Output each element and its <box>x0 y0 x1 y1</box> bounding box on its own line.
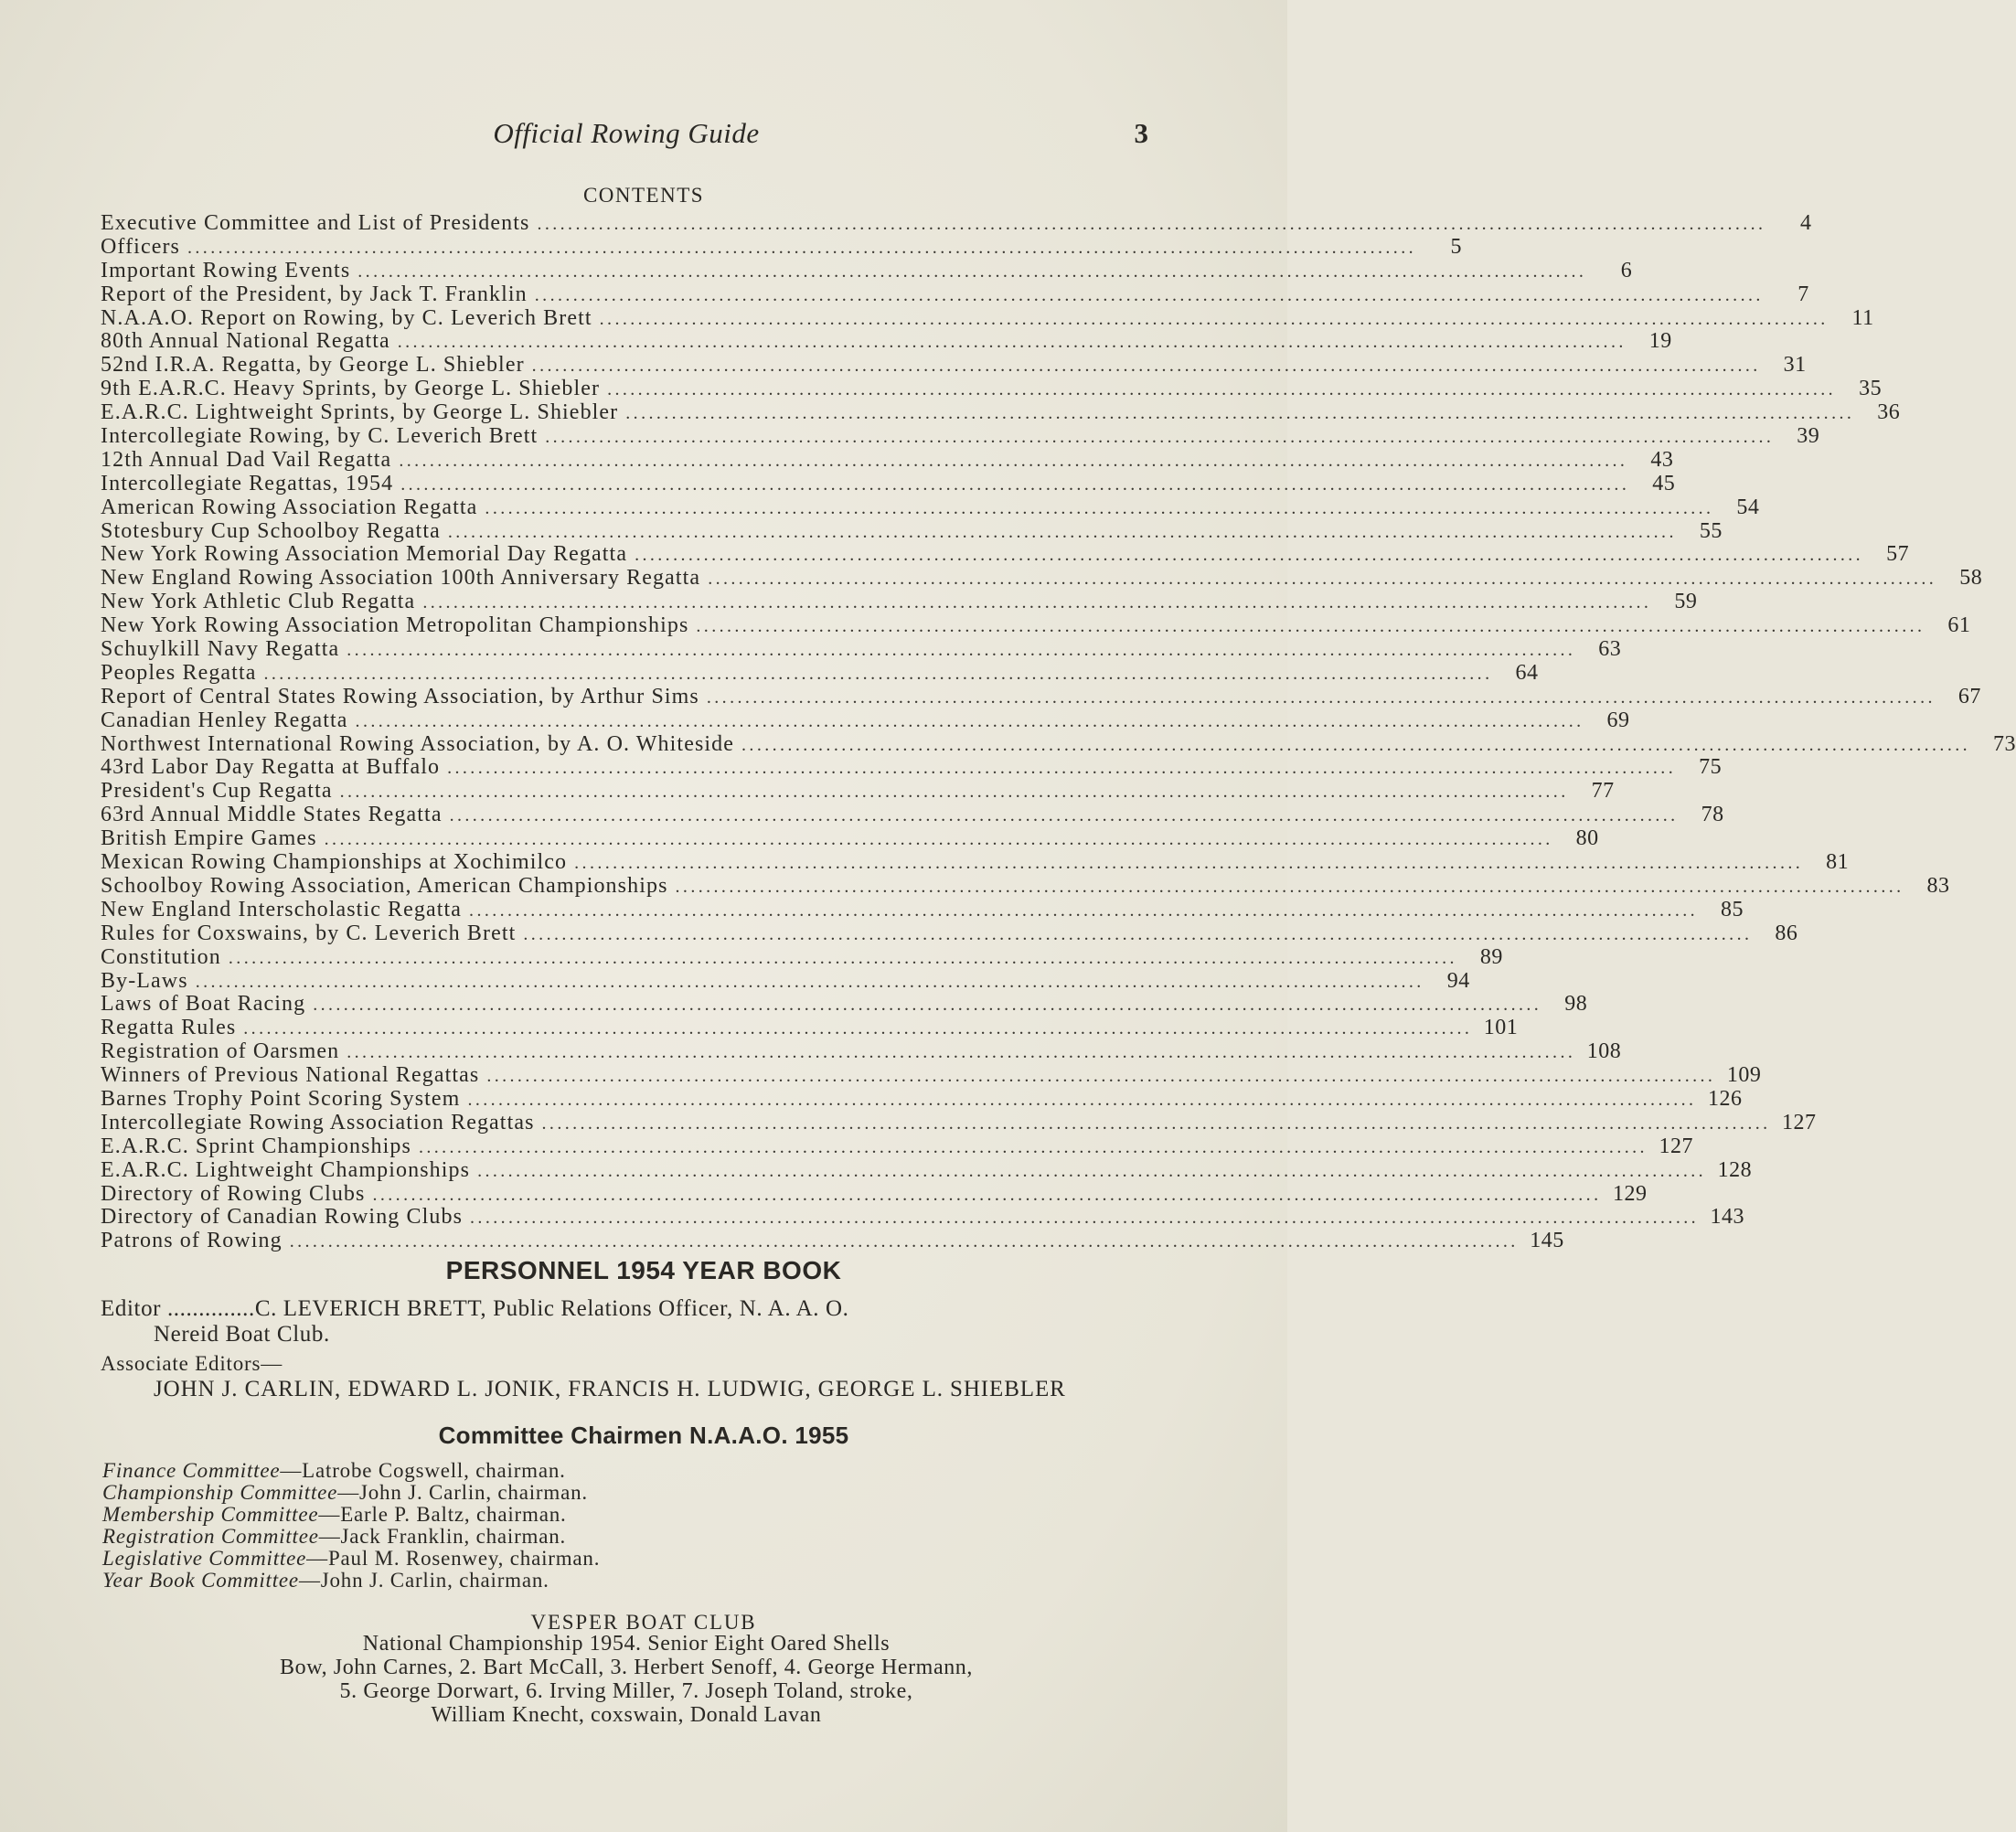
toc-entry-page: 89 <box>1479 944 1503 969</box>
toc-entry <box>101 424 1820 449</box>
toc-leader-dots: ................................................................................................................................................................ <box>447 758 1677 779</box>
toc-entry-title: Report of the President, by Jack T. Franklin <box>101 282 528 306</box>
toc-entry <box>101 1181 1648 1207</box>
toc-entry-title: President's Cup Regatta <box>101 779 333 804</box>
toc-entry-title: Intercollegiate Regattas, 1954 <box>101 471 394 495</box>
toc-leader-dots: ................................................................................................................................................................ <box>449 805 1679 826</box>
toc-entry-page: 43 <box>1650 447 1674 472</box>
toc-leader-dots: ................................................................................................................................................................ <box>187 237 1416 258</box>
toc-entry-page: 59 <box>1674 590 1698 614</box>
toc-entry-title: Schuylkill Navy Regatta <box>101 637 340 662</box>
toc-entry-title: Canadian Henley Regatta <box>101 708 348 732</box>
toc-leader-dots: ................................................................................................................................................................ <box>400 474 1630 495</box>
toc-entry-page: 83 <box>1926 873 1950 898</box>
toc-entry-title: 63rd Annual Middle States Regatta <box>101 803 443 827</box>
toc-leader-dots: ................................................................................................................................................................ <box>263 663 1493 684</box>
toc-leader-dots: ................................................................................................................................................................ <box>469 900 1699 921</box>
toc-entry <box>101 731 2016 757</box>
header-title: Official Rowing Guide <box>493 117 760 149</box>
toc-leader-dots: ................................................................................................................................................................ <box>537 214 1766 234</box>
toc-entry <box>101 897 1744 922</box>
toc-entry <box>101 1229 1564 1253</box>
committee-chairman: —Latrobe Cogswell, chairman. <box>280 1459 566 1482</box>
committee-entry <box>102 1570 1154 1592</box>
toc-leader-dots: ................................................................................................................................................................ <box>418 1136 1648 1157</box>
club-crew-line: William Knecht, coxswain, Donald Lavan <box>431 1703 822 1727</box>
table-of-contents <box>101 211 2016 1253</box>
toc-entry <box>101 944 1503 970</box>
toc-entry <box>101 968 1470 994</box>
toc-entry-title: 12th Annual Dad Vail Regatta <box>101 447 392 472</box>
toc-leader-dots: ................................................................................................................................................................ <box>397 332 1627 353</box>
toc-entry-title: Peoples Regatta <box>101 660 257 685</box>
committee-entry <box>102 1504 1154 1526</box>
toc-entry-page: 80 <box>1575 826 1599 851</box>
toc-entry <box>101 992 1588 1017</box>
toc-entry <box>101 447 1674 473</box>
toc-entry-page: 126 <box>1707 1086 1743 1111</box>
toc-entry <box>101 258 1633 283</box>
toc-leader-dots: ................................................................................................................................................................ <box>470 1208 1700 1229</box>
toc-entry <box>101 1063 1762 1088</box>
toc-leader-dots: ................................................................................................................................................................ <box>541 1113 1771 1134</box>
toc-entry <box>101 1110 1817 1135</box>
club-crew-line: 5. George Dorwart, 6. Irving Miller, 7. Joseph Toland, stroke, <box>339 1679 913 1703</box>
committee-entry <box>102 1526 1154 1548</box>
toc-entry-page: 4 <box>1799 211 1812 235</box>
toc-entry-page: 75 <box>1699 755 1723 780</box>
toc-entry-title: Executive Committee and List of Presidents <box>101 211 530 235</box>
toc-entry-title: Northwest International Rowing Association, by A. O. Whiteside <box>101 731 735 756</box>
toc-leader-dots: ................................................................................................................................................................ <box>324 829 1553 850</box>
toc-entry <box>101 211 1812 236</box>
committee-name: Year Book Committee <box>102 1569 299 1592</box>
toc-entry-page: 77 <box>1591 779 1615 804</box>
associate-editors-label: Associate Editors— <box>101 1352 283 1375</box>
toc-leader-dots: ................................................................................................................................................................ <box>347 640 1576 661</box>
toc-entry-title: E.A.R.C. Sprint Championships <box>101 1134 411 1158</box>
toc-leader-dots: ................................................................................................................................................................ <box>485 497 1714 518</box>
committee-entry <box>102 1482 1154 1504</box>
club-crew-line: National Championship 1954. Senior Eight Oared Shells <box>362 1632 891 1656</box>
toc-leader-dots: ................................................................................................................................................................ <box>477 1160 1707 1181</box>
toc-entry-page: 69 <box>1606 708 1630 732</box>
toc-entry-page: 86 <box>1775 921 1798 945</box>
editor-line: Editor ..............C. LEVERICH BRETT, Public Relations Officer, N. A. A. O. <box>101 1296 849 1321</box>
toc-entry-title: Intercollegiate Rowing Association Regattas <box>101 1110 535 1134</box>
contents-heading: CONTENTS <box>582 184 705 207</box>
toc-leader-dots: ................................................................................................................................................................ <box>289 1231 1519 1252</box>
toc-entry <box>101 1157 1753 1183</box>
toc-leader-dots: ................................................................................................................................................................ <box>422 592 1652 613</box>
toc-entry-page: 85 <box>1721 897 1744 921</box>
toc-leader-dots: ................................................................................................................................................................ <box>243 1018 1473 1039</box>
toc-entry-title: New York Rowing Association Metropolitan Championships <box>101 613 689 638</box>
toc-entry-page: 6 <box>1620 258 1633 282</box>
toc-entry <box>101 921 1798 946</box>
club-crew-list <box>101 1632 1152 1727</box>
toc-entry <box>101 518 1723 544</box>
toc-leader-dots: ................................................................................................................................................................ <box>228 947 1457 968</box>
toc-entry-title: Constitution <box>101 944 221 969</box>
toc-entry-title: Barnes Trophy Point Scoring System <box>101 1086 461 1111</box>
toc-leader-dots: ................................................................................................................................................................ <box>447 521 1677 542</box>
toc-entry-title: Winners of Previous National Regattas <box>101 1063 480 1088</box>
toc-entry-page: 31 <box>1783 353 1807 378</box>
toc-entry-title: Report of Central States Rowing Association, by Arthur Sims <box>101 684 699 708</box>
toc-entry-title: New York Rowing Association Memorial Day Regatta <box>101 542 628 567</box>
toc-entry <box>101 329 1672 354</box>
toc-entry-page: 78 <box>1701 803 1724 827</box>
toc-entry-page: 19 <box>1648 329 1672 354</box>
toc-entry <box>101 234 1462 260</box>
toc-entry <box>101 613 1971 638</box>
toc-entry-title: 52nd I.R.A. Regatta, by George L. Shiebler <box>101 353 525 378</box>
personnel-heading: PERSONNEL 1954 YEAR BOOK <box>445 1256 842 1284</box>
toc-leader-dots: ................................................................................................................................................................ <box>741 734 1971 755</box>
toc-entry <box>101 305 1874 331</box>
committee-name: Registration Committee <box>102 1525 319 1548</box>
toc-entry-page: 145 <box>1530 1229 1564 1253</box>
toc-entry-page: 128 <box>1717 1157 1753 1182</box>
toc-leader-dots: ................................................................................................................................................................ <box>675 876 1904 897</box>
toc-entry-page: 127 <box>1659 1134 1693 1158</box>
toc-entry-title: 43rd Labor Day Regatta at Buffalo <box>101 755 441 780</box>
toc-entry <box>101 1039 1622 1064</box>
toc-entry <box>101 826 1599 851</box>
editor-affiliation <box>101 1322 1152 1347</box>
toc-entry <box>101 400 1901 425</box>
toc-entry-page: 94 <box>1446 968 1470 993</box>
toc-entry-title: Laws of Boat Racing <box>101 992 306 1017</box>
toc-leader-dots: ................................................................................................................................................................ <box>599 308 1829 329</box>
committee-heading: Committee Chairmen N.A.A.O. 1955 <box>438 1422 849 1449</box>
toc-leader-dots: ................................................................................................................................................................ <box>706 687 1936 708</box>
toc-leader-dots: ................................................................................................................................................................ <box>486 1066 1716 1087</box>
toc-entry-page: 143 <box>1710 1205 1745 1230</box>
committee-entry <box>102 1548 1154 1570</box>
committee-chairman: —John J. Carlin, chairman. <box>337 1481 588 1504</box>
associate-editors-block <box>101 1351 1152 1401</box>
toc-entry-title: Mexican Rowing Championships at Xochimilco <box>101 850 568 875</box>
toc-entry-page: 108 <box>1586 1039 1622 1064</box>
toc-entry-title: N.A.A.O. Report on Rowing, by C. Leverich Brett <box>101 305 592 330</box>
toc-entry-page: 98 <box>1564 992 1588 1017</box>
toc-entry-page: 35 <box>1859 377 1883 401</box>
toc-entry-page: 67 <box>1957 684 1981 708</box>
toc-leader-dots: ................................................................................................................................................................ <box>355 710 1584 731</box>
toc-leader-dots: ................................................................................................................................................................ <box>625 403 1855 424</box>
toc-entry-title: Schoolboy Rowing Association, American Championships <box>101 873 668 898</box>
toc-entry <box>101 471 1676 496</box>
toc-entry-title: New England Rowing Association 100th Anniversary Regatta <box>101 566 701 591</box>
toc-entry <box>101 873 1950 899</box>
toc-entry-title: E.A.R.C. Lightweight Sprints, by George L. Shiebler <box>101 400 619 425</box>
toc-leader-dots: ................................................................................................................................................................ <box>708 569 1937 590</box>
toc-leader-dots: ................................................................................................................................................................ <box>347 1042 1576 1063</box>
toc-entry <box>101 1134 1693 1159</box>
editor-affiliation-text: Nereid Boat Club. <box>154 1322 330 1347</box>
toc-entry <box>101 566 1983 591</box>
toc-entry-page: 73 <box>1993 731 2016 756</box>
toc-entry-title: American Rowing Association Regatta <box>101 495 478 519</box>
toc-entry <box>101 1016 1519 1040</box>
toc-leader-dots: ................................................................................................................................................................ <box>399 450 1628 471</box>
toc-entry-page: 57 <box>1886 542 1910 567</box>
toc-leader-dots: ................................................................................................................................................................ <box>195 971 1424 992</box>
toc-leader-dots: ................................................................................................................................................................ <box>372 1184 1602 1205</box>
committee-entry <box>102 1460 1154 1482</box>
toc-entry-page: 129 <box>1612 1181 1648 1206</box>
toc-entry-page: 63 <box>1598 637 1622 662</box>
toc-entry-page: 7 <box>1797 282 1809 306</box>
toc-leader-dots: ................................................................................................................................................................ <box>607 379 1837 400</box>
toc-entry-page: 5 <box>1450 234 1462 259</box>
toc-entry-title: Officers <box>101 234 180 259</box>
toc-entry-title: By-Laws <box>101 968 188 993</box>
committee-chairman: —Jack Franklin, chairman. <box>318 1525 567 1548</box>
toc-entry-page: 64 <box>1515 660 1539 685</box>
toc-entry-page: 109 <box>1726 1063 1762 1088</box>
committee-list <box>102 1460 1154 1592</box>
toc-entry <box>101 1086 1743 1112</box>
toc-entry-title: E.A.R.C. Lightweight Championships <box>101 1157 471 1182</box>
toc-leader-dots: ................................................................................................................................................................ <box>531 356 1761 377</box>
toc-entry <box>101 708 1630 733</box>
toc-leader-dots: ................................................................................................................................................................ <box>339 782 1569 803</box>
toc-entry-title: New England Interscholastic Regatta <box>101 897 463 921</box>
toc-entry <box>101 1205 1745 1230</box>
toc-entry <box>101 282 1809 307</box>
page-number: 3 <box>1134 117 1148 149</box>
toc-entry-title: British Empire Games <box>101 826 317 851</box>
toc-entry <box>101 850 1850 875</box>
toc-entry <box>101 660 1539 686</box>
committee-name: Championship Committee <box>102 1481 338 1504</box>
toc-entry-page: 39 <box>1797 424 1820 449</box>
toc-entry-page: 61 <box>1947 613 1971 638</box>
toc-leader-dots: ................................................................................................................................................................ <box>696 616 1925 637</box>
committee-name: Membership Committee <box>102 1503 319 1526</box>
toc-entry-page: 11 <box>1851 305 1874 330</box>
committee-name: Finance Committee <box>102 1459 281 1482</box>
toc-entry <box>101 590 1698 614</box>
associate-editors-names: JOHN J. CARLIN, EDWARD L. JONIK, FRANCIS H. LUDWIG, GEORGE L. SHIEBLER <box>154 1377 1066 1401</box>
toc-entry <box>101 637 1622 662</box>
toc-entry-title: Regatta Rules <box>101 1016 237 1040</box>
toc-entry-page: 81 <box>1826 850 1850 875</box>
toc-entry-title: Registration of Oarsmen <box>101 1039 340 1064</box>
toc-leader-dots: ................................................................................................................................................................ <box>545 427 1775 448</box>
toc-entry-title: Stotesbury Cup Schoolboy Regatta <box>101 518 441 543</box>
toc-leader-dots: ................................................................................................................................................................ <box>635 545 1864 566</box>
toc-entry-title: Patrons of Rowing <box>101 1229 283 1253</box>
toc-entry-title: 80th Annual National Regatta <box>101 329 390 354</box>
toc-entry <box>101 495 1760 520</box>
toc-entry-page: 127 <box>1782 1110 1817 1134</box>
toc-entry <box>101 755 1723 780</box>
toc-leader-dots: ................................................................................................................................................................ <box>357 261 1587 282</box>
toc-entry <box>101 377 1883 401</box>
toc-leader-dots: ................................................................................................................................................................ <box>313 995 1542 1016</box>
toc-entry <box>101 803 1724 827</box>
toc-entry-title: Rules for Coxswains, by C. Leverich Brett <box>101 921 517 945</box>
committee-chairman: —John J. Carlin, chairman. <box>298 1569 549 1592</box>
toc-entry-page: 45 <box>1652 471 1676 495</box>
toc-leader-dots: ................................................................................................................................................................ <box>534 284 1764 305</box>
toc-entry-page: 54 <box>1736 495 1760 519</box>
toc-entry <box>101 779 1615 804</box>
toc-leader-dots: ................................................................................................................................................................ <box>574 853 1804 874</box>
toc-entry-title: Directory of Canadian Rowing Clubs <box>101 1205 464 1230</box>
toc-entry-page: 55 <box>1699 518 1723 543</box>
committee-name: Legislative Committee <box>102 1547 307 1570</box>
club-crew-line: Bow, John Carnes, 2. Bart McCall, 3. Herbert Senoff, 4. George Hermann, <box>279 1656 973 1679</box>
toc-entry <box>101 353 1807 378</box>
toc-entry-title: Directory of Rowing Clubs <box>101 1181 366 1206</box>
toc-entry-title: 9th E.A.R.C. Heavy Sprints, by George L. Shiebler <box>101 377 601 401</box>
toc-entry-page: 36 <box>1877 400 1901 425</box>
toc-leader-dots: ................................................................................................................................................................ <box>467 1089 1697 1110</box>
committee-chairman: —Earle P. Baltz, chairman. <box>318 1503 567 1526</box>
toc-leader-dots: ................................................................................................................................................................ <box>523 923 1753 944</box>
toc-entry-title: Intercollegiate Rowing, by C. Leverich Brett <box>101 424 539 449</box>
toc-entry-title: Important Rowing Events <box>101 258 351 282</box>
toc-entry <box>101 684 1981 709</box>
toc-entry-page: 58 <box>1959 566 1983 591</box>
running-header <box>101 117 1152 161</box>
committee-chairman: —Paul M. Rosenwey, chairman. <box>306 1547 601 1570</box>
club-heading: VESPER BOAT CLUB <box>530 1611 757 1634</box>
toc-entry-page: 101 <box>1483 1016 1519 1040</box>
toc-entry-title: New York Athletic Club Regatta <box>101 590 416 614</box>
toc-entry <box>101 542 1910 567</box>
editor-block <box>101 1296 1152 1347</box>
